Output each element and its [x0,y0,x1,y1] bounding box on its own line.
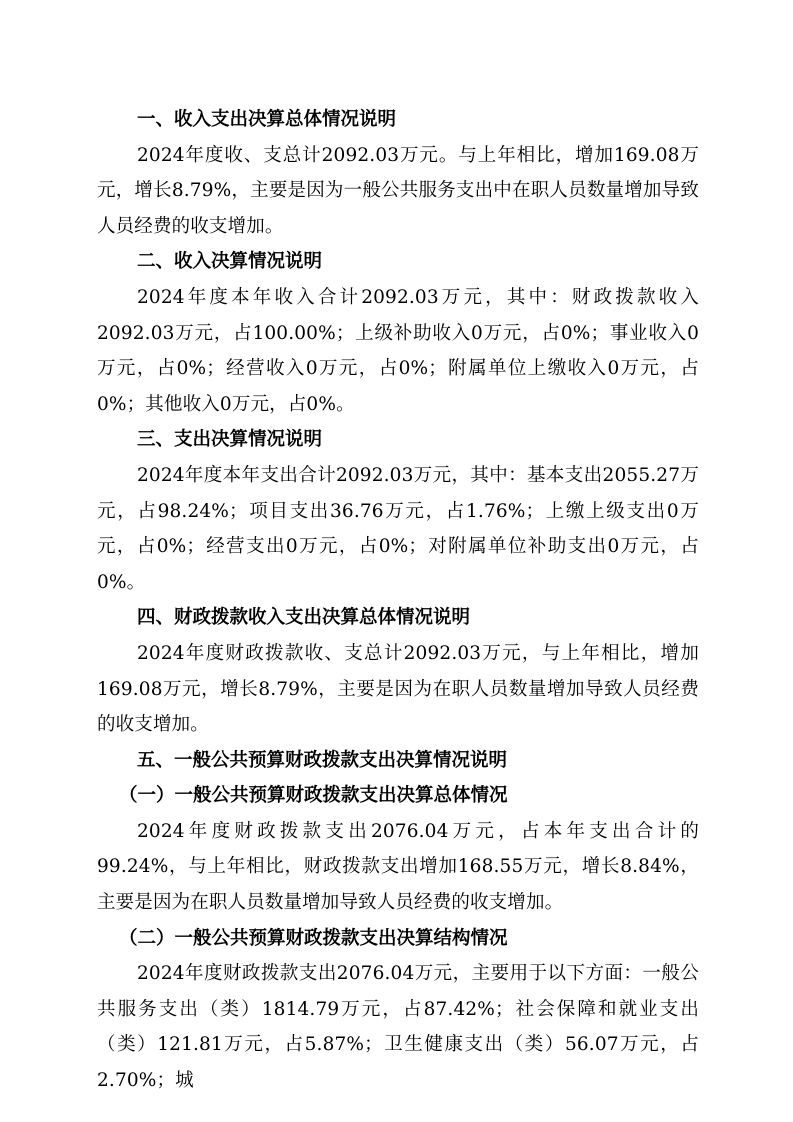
subsection-5-1-paragraph: 2024年度财政拨款支出2076.04万元，占本年支出合计的99.24%，与上年相比，财政拨款支出增加168.55万元，增长8.84%，主要是因为在职人员数量增加导致人员经费的收支增加。 [97,820,699,914]
subsection-5-2-paragraph: 2024年度财政拨款支出2076.04万元，主要用于以下方面：一般公共服务支出（类）1814.79万元，占87.42%；社会保障和就业支出（类）121.81万元，占5.87%；卫生健康支出（类）56.07万元，占2.70%；城 [97,963,699,1092]
document-body [97,102,699,1099]
section-4-paragraph: 2024年度财政拨款收、支总计2092.03万元，与上年相比，增加169.08万元，增长8.79%，主要是因为在职人员数量增加导致人员经费的收支增加。 [97,642,699,736]
section-1-paragraph: 2024年度收、支总计2092.03万元。与上年相比，增加169.08万元，增长8.79%，主要是因为一般公共服务支出中在职人员数量增加导致人员经费的收支增加。 [97,144,699,237]
section-heading-4: 四、财政拨款收入支出决算总体情况说明 [137,607,471,629]
section-3-paragraph: 2024年度本年支出合计2092.03万元，其中：基本支出2055.27万元，占98.24%；项目支出36.76万元，占1.76%；上缴上级支出0万元，占0%；经营支出0万元，占0%；对附属单位补助支出0万元，占0%。 [97,464,699,593]
subsection-heading-5-1: （一）一般公共预算财政拨款支出决算总体情况 [119,785,508,807]
section-2-paragraph: 2024年度本年收入合计2092.03万元，其中：财政拨款收入2092.03万元，占100.00%；上级补助收入0万元，占0%；事业收入0万元，占0%；经营收入0万元，占0%；附属单位上缴收入0万元，占0%；其他收入0万元，占0%。 [97,286,699,415]
section-heading-5: 五、一般公共预算财政拨款支出决算情况说明 [137,749,508,771]
section-heading-3: 三、支出决算情况说明 [137,429,323,451]
section-heading-1: 一、收入支出决算总体情况说明 [137,109,397,130]
subsection-heading-5-2: （二）一般公共预算财政拨款支出决算结构情况 [119,927,508,949]
section-heading-2: 二、收入决算情况说明 [137,251,323,273]
